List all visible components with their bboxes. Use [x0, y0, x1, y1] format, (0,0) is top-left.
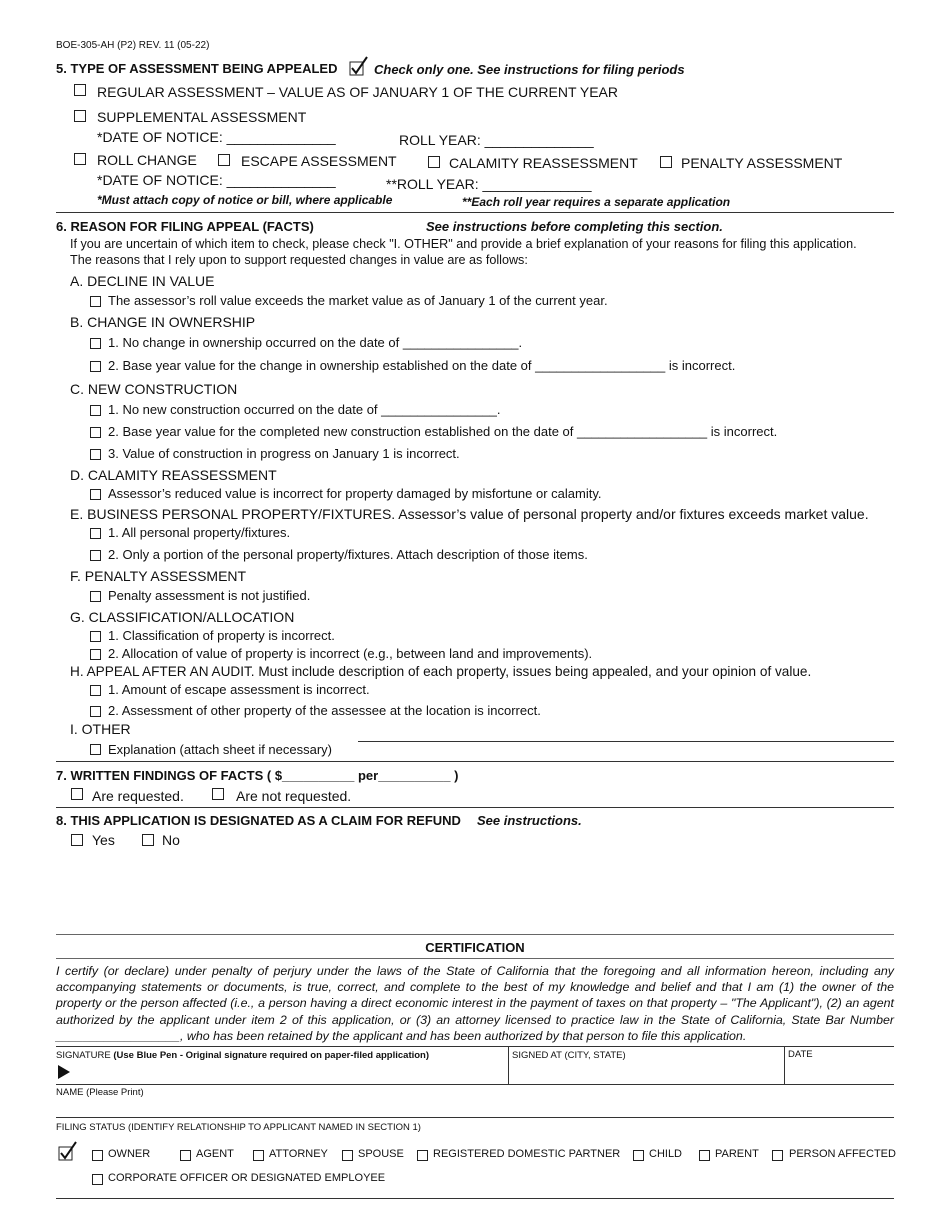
item-b1-label: 1. No change in ownership occurred on the date of ________________.	[108, 335, 523, 350]
item-g2-checkbox[interactable]	[90, 649, 101, 660]
status-attorney-checkbox[interactable]	[253, 1150, 264, 1161]
roll-year-field-2[interactable]: **ROLL YEAR: ______________	[386, 176, 592, 192]
supplemental-assessment-checkbox[interactable]	[74, 110, 86, 122]
checkmark-icon	[348, 55, 370, 77]
item-f1-label: Penalty assessment is not justified.	[108, 588, 311, 603]
status-attorney-label: ATTORNEY	[269, 1148, 328, 1160]
item-i1-label: Explanation (attach sheet if necessary)	[108, 742, 333, 757]
status-spouse-label: SPOUSE	[358, 1148, 404, 1160]
item-g1-checkbox[interactable]	[90, 631, 101, 642]
item-c3-label: 3. Value of construction in progress on January 1 is incorrect.	[108, 446, 460, 461]
item-b1-checkbox[interactable]	[90, 338, 101, 349]
findings-not-requested-label: Are not requested.	[236, 788, 352, 804]
signed-at-label: SIGNED AT (CITY, STATE)	[512, 1050, 626, 1061]
name-field[interactable]	[56, 1099, 894, 1117]
supplemental-assessment-label: SUPPLEMENTAL ASSESSMENT	[97, 109, 307, 125]
item-b2-checkbox[interactable]	[90, 361, 101, 372]
date-field[interactable]	[788, 1062, 892, 1084]
roll-year-field[interactable]: ROLL YEAR: ______________	[399, 132, 594, 148]
item-c2-label: 2. Base year value for the completed new construction established on the date of __________________ is incorrect.	[108, 424, 778, 439]
divider	[56, 212, 894, 213]
section-6-title: 6. REASON FOR FILING APPEAL (FACTS)	[56, 219, 314, 234]
item-b-title: B. CHANGE IN OWNERSHIP	[70, 314, 256, 330]
roll-year-note: **Each roll year requires a separate application	[462, 195, 731, 209]
refund-yes-checkbox[interactable]	[71, 834, 83, 846]
item-c3-checkbox[interactable]	[90, 449, 101, 460]
section-7-title: 7. WRITTEN FINDINGS OF FACTS ( $__________ per__________ )	[56, 768, 459, 783]
calamity-reassessment-label: CALAMITY REASSESSMENT	[449, 155, 638, 171]
findings-not-requested-checkbox[interactable]	[212, 788, 224, 800]
status-person-affected-checkbox[interactable]	[772, 1150, 783, 1161]
item-g-title: G. CLASSIFICATION/ALLOCATION	[70, 609, 295, 625]
section-8-title: 8. THIS APPLICATION IS DESIGNATED AS A CLAIM FOR REFUND	[56, 813, 461, 828]
item-a-title: A. DECLINE IN VALUE	[70, 273, 215, 289]
item-h-title: H. APPEAL AFTER AN AUDIT. Must include description of each property, issues being appealed, and your opinion of value.	[70, 664, 812, 679]
status-parent-checkbox[interactable]	[699, 1150, 710, 1161]
item-e2-checkbox[interactable]	[90, 550, 101, 561]
escape-assessment-label: ESCAPE ASSESSMENT	[241, 153, 397, 169]
item-f-title: F. PENALTY ASSESSMENT	[70, 568, 247, 584]
item-c2-checkbox[interactable]	[90, 427, 101, 438]
attach-notice-note: *Must attach copy of notice or bill, where applicable	[97, 193, 393, 207]
status-parent-label: PARENT	[715, 1148, 759, 1160]
item-i-title: I. OTHER	[70, 721, 131, 737]
refund-no-checkbox[interactable]	[142, 834, 154, 846]
status-person-affected-label: PERSON AFFECTED	[789, 1148, 896, 1160]
item-e2-label: 2. Only a portion of the personal property/fixtures. Attach description of those items.	[108, 547, 588, 562]
roll-change-checkbox[interactable]	[74, 153, 86, 165]
divider	[56, 1084, 894, 1085]
item-c1-label: 1. No new construction occurred on the date of ________________.	[108, 402, 501, 417]
signature-note: (Use Blue Pen - Original signature required on paper-filed application)	[113, 1050, 430, 1061]
item-g2-label: 2. Allocation of value of property is incorrect (e.g., between land and improvements).	[108, 646, 593, 661]
filing-status-label: FILING STATUS (IDENTIFY RELATIONSHIP TO APPLICANT NAMED IN SECTION 1)	[56, 1122, 421, 1133]
penalty-assessment-checkbox[interactable]	[660, 156, 672, 168]
item-i1-checkbox[interactable]	[90, 744, 101, 755]
item-e1-checkbox[interactable]	[90, 528, 101, 539]
signed-at-field[interactable]	[512, 1062, 782, 1084]
status-child-label: CHILD	[649, 1148, 683, 1160]
item-d1-label: Assessor’s reduced value is incorrect for property damaged by misfortune or calamity.	[108, 486, 602, 501]
section-5-hint: Check only one. See instructions for filing periods	[374, 62, 685, 77]
item-a1-checkbox[interactable]	[90, 296, 101, 307]
divider	[56, 958, 894, 959]
status-agent-label: AGENT	[196, 1148, 234, 1160]
divider	[784, 1046, 785, 1084]
signature-field[interactable]	[56, 1062, 508, 1084]
status-owner-label: OWNER	[108, 1148, 151, 1160]
status-corporate-checkbox[interactable]	[92, 1174, 103, 1185]
section-6-intro-1: If you are uncertain of which item to check, please check "I. OTHER" and provide a brief explanation of your reasons for filing this application.	[70, 237, 857, 251]
divider	[56, 934, 894, 935]
status-corporate-label: CORPORATE OFFICER OR DESIGNATED EMPLOYEE	[108, 1172, 386, 1184]
divider	[508, 1046, 509, 1084]
status-spouse-checkbox[interactable]	[342, 1150, 353, 1161]
regular-assessment-checkbox[interactable]	[74, 84, 86, 96]
section-8-hint: See instructions.	[477, 813, 582, 828]
certification-statement: I certify (or declare) under penalty of perjury under the laws of the State of California that the foregoing and all information hereon, including any accompanying statements or documents, is true, correct, and complete to the best of my knowledge and belief and that I am (1) the owner of the property or the person affected (i.e., a person having a direct economic interest in the payment of taxes on that property – "The Applicant"), (2) an agent authorized by the applicant under item 2 of this application, or (3) an attorney licensed to practice law in the State of California, State Bar Number __________________, who has been retained by the applicant and has been authorized by that person to file this application.	[56, 964, 894, 1043]
item-d1-checkbox[interactable]	[90, 489, 101, 500]
item-h1-label: 1. Amount of escape assessment is incorrect.	[108, 682, 370, 697]
date-of-notice-field[interactable]: *DATE OF NOTICE: ______________	[97, 129, 336, 145]
date-of-notice-field-2[interactable]: *DATE OF NOTICE: ______________	[97, 172, 336, 188]
divider	[56, 1046, 894, 1047]
name-label: NAME (Please Print)	[56, 1087, 144, 1098]
findings-requested-checkbox[interactable]	[71, 788, 83, 800]
status-child-checkbox[interactable]	[633, 1150, 644, 1161]
checkmark-icon	[57, 1140, 79, 1162]
item-e-title: E. BUSINESS PERSONAL PROPERTY/FIXTURES. Assessor’s value of personal property and/or fixtures exceeds market value.	[70, 506, 869, 522]
signature-label-text: SIGNATURE	[56, 1050, 111, 1061]
status-rdp-checkbox[interactable]	[417, 1150, 428, 1161]
findings-requested-label: Are requested.	[92, 788, 184, 804]
signature-label	[56, 1050, 429, 1061]
roll-change-label: ROLL CHANGE	[97, 152, 197, 168]
explanation-line[interactable]	[358, 741, 894, 742]
form-id: BOE-305-AH (P2) REV. 11 (05-22)	[56, 40, 210, 51]
date-label: DATE	[788, 1049, 813, 1060]
item-h2-checkbox[interactable]	[90, 706, 101, 717]
item-c1-checkbox[interactable]	[90, 405, 101, 416]
status-agent-checkbox[interactable]	[180, 1150, 191, 1161]
item-g1-label: 1. Classification of property is incorrect.	[108, 628, 335, 643]
calamity-reassessment-checkbox[interactable]	[428, 156, 440, 168]
divider	[56, 807, 894, 808]
status-owner-checkbox[interactable]	[92, 1150, 103, 1161]
section-6-intro-2: The reasons that I rely upon to support requested changes in value are as follows:	[70, 253, 528, 267]
item-c-title: C. NEW CONSTRUCTION	[70, 381, 238, 397]
escape-assessment-checkbox[interactable]	[218, 154, 230, 166]
status-rdp-label: REGISTERED DOMESTIC PARTNER	[433, 1148, 621, 1160]
item-h1-checkbox[interactable]	[90, 685, 101, 696]
divider	[56, 761, 894, 762]
section-5-title: 5. TYPE OF ASSESSMENT BEING APPEALED	[56, 61, 338, 76]
divider	[56, 1117, 894, 1118]
item-e1-label: 1. All personal property/fixtures.	[108, 525, 291, 540]
certification-title: CERTIFICATION	[425, 940, 525, 955]
regular-assessment-label: REGULAR ASSESSMENT – VALUE AS OF JANUARY 1 OF THE CURRENT YEAR	[97, 84, 619, 100]
section-6-hint: See instructions before completing this section.	[426, 219, 723, 234]
item-h2-label: 2. Assessment of other property of the assessee at the location is incorrect.	[108, 703, 541, 718]
penalty-assessment-label: PENALTY ASSESSMENT	[681, 155, 843, 171]
item-b2-label: 2. Base year value for the change in ownership established on the date of __________________ is incorrect.	[108, 358, 736, 373]
item-a1-label: The assessor’s roll value exceeds the market value as of January 1 of the current year.	[108, 293, 608, 308]
item-d-title: D. CALAMITY REASSESSMENT	[70, 467, 277, 483]
refund-yes-label: Yes	[92, 832, 115, 848]
item-f1-checkbox[interactable]	[90, 591, 101, 602]
divider	[56, 1198, 894, 1199]
refund-no-label: No	[162, 832, 180, 848]
